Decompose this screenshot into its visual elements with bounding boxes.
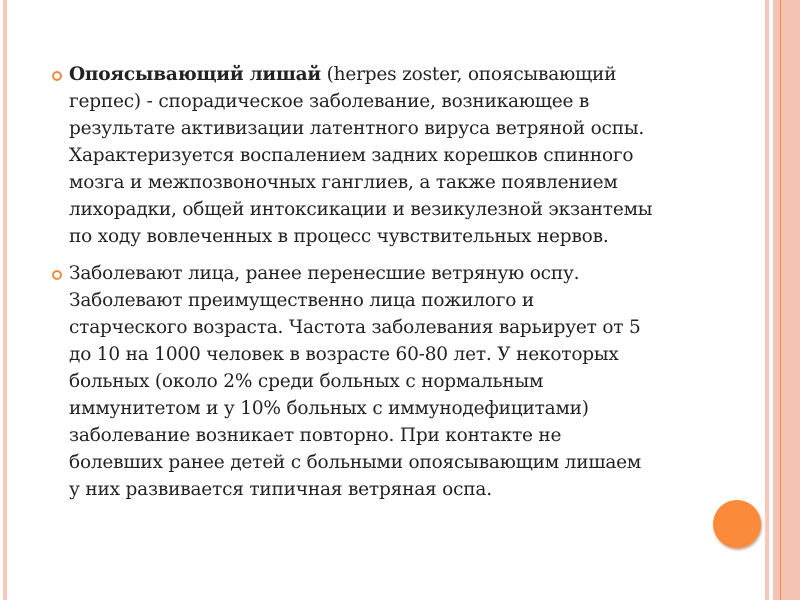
- bullet-icon: [52, 270, 62, 280]
- text-line: результате активизации латентного вируса ветряной оспы.: [69, 118, 645, 139]
- text-line: мозга и межпозвоночных ганглиев, а также появлением: [69, 172, 618, 193]
- text-line: Заболевают лица, ранее перенесшие ветряную оспу.: [69, 263, 580, 284]
- text-line: иммунитетом и у 10% больных с иммунодефицитами): [69, 398, 589, 419]
- text-line: болевших ранее детей с больными опоясывающим лишаем: [69, 452, 642, 473]
- text-line: заболевание возникает повторно. При контакте не: [69, 425, 562, 446]
- text-line: Заболевают преимущественно лица пожилого и: [69, 290, 534, 311]
- right-stripe-line: [780, 0, 781, 600]
- paragraph-1: [69, 61, 652, 250]
- text-line: больных (около 2% среди больных с нормальным: [69, 371, 544, 392]
- text-line: старческого возраста. Частота заболевания варьирует от 5: [69, 317, 641, 338]
- text-line: Характеризуется воспалением задних корешков спинного: [69, 145, 634, 166]
- text-line: [69, 61, 652, 88]
- right-stripe-wide: [773, 0, 800, 600]
- bold-term: Опоясывающий лишай: [69, 64, 321, 85]
- bullet-icon: [52, 71, 62, 81]
- text-line: по ходу вовлеченных в процесс чувствительных нервов.: [69, 226, 609, 247]
- text-line: лихорадки, общей интоксикации и везикулезной экзантемы: [69, 199, 653, 220]
- right-stripe: [765, 0, 769, 600]
- text-line: герпес) - спорадическое заболевание, возникающее в: [69, 91, 590, 112]
- text-line: у них развивается типичная ветряная оспа.: [69, 479, 492, 500]
- text-line: до 10 на 1000 человек в возрасте 60-80 лет. У некоторых: [69, 344, 619, 365]
- text-span: (herpes zoster, опоясывающий: [320, 64, 617, 85]
- left-border: [3, 0, 7, 600]
- paragraph-2: [69, 260, 641, 503]
- decorative-circle: [713, 500, 761, 548]
